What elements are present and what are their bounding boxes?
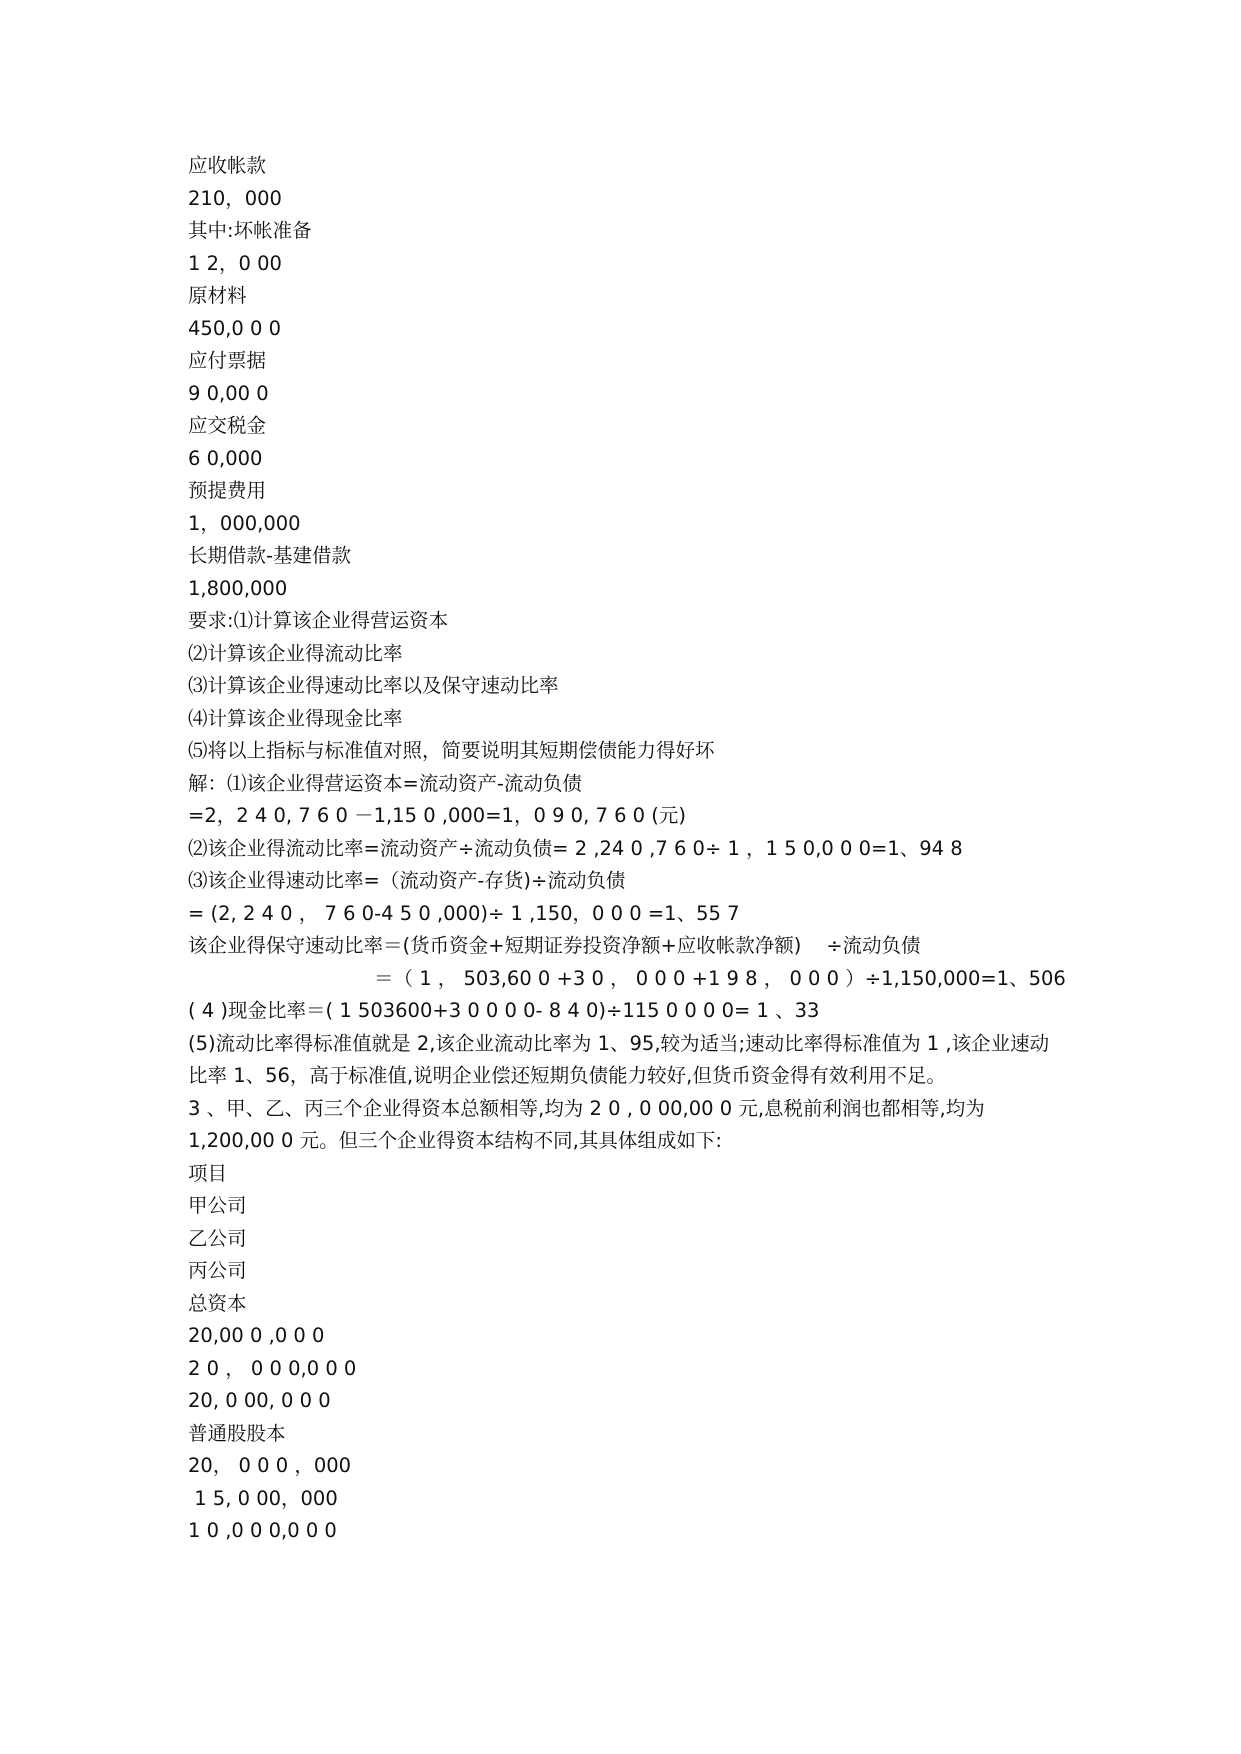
text-line: 丙公司 <box>188 1259 247 1282</box>
text-line: 解：⑴该企业得营运资本=流动资产-流动负债 <box>188 771 582 795</box>
text-line: 1 5, 0 00，000 <box>188 1486 338 1510</box>
text-line: ( 4 )现金比率＝( 1 503600+3 0 0 0 0- 8 4 0)÷115 0 0 0 0= 1 、33 <box>188 999 820 1022</box>
paragraph: 3 、甲、乙、丙三个企业得资本总额相等,均为 2 0 , 0 00,00 0 元,息税前利润也都相等,均为 1,200,00 0 元。但三个企业得资本结构不同,其具体组成如下: <box>188 1096 985 1152</box>
text-line: ⑵该企业得流动比率=流动资产÷流动负债= 2 ,24 0 ,7 6 0÷ 1 ，1 5 0,0 0 0=1、94 8 <box>188 836 963 860</box>
text-line: 总资本 <box>188 1291 247 1315</box>
text-line: 20， 0 0 0 ，000 <box>188 1454 352 1477</box>
text-line: 20, 0 00, 0 0 0 <box>188 1389 331 1412</box>
text-line: 210，000 <box>188 186 282 210</box>
text-line: 1,800,000 <box>188 576 288 600</box>
text-line: ＝（ 1 ， 503,60 0 +3 0 ， 0 0 0 +1 9 8 ， 0 0 0 ）÷1,150,000=1、506 <box>374 966 1066 990</box>
text-line: ⑵计算该企业得流动比率 <box>188 641 403 665</box>
text-line: 450,0 0 0 <box>188 316 282 340</box>
text-line: =2，2 4 0, 7 6 0 －1,15 0 ,000=1，0 9 0, 7 6 0 (元) <box>188 804 687 827</box>
text-line: 2 0 ， 0 0 0,0 0 0 <box>188 1356 357 1380</box>
text-line: ⑷计算该企业得现金比率 <box>188 706 403 730</box>
text-line: 20,00 0 ,0 0 0 <box>188 1324 325 1347</box>
text-line: 普通股股本 <box>188 1421 286 1445</box>
text-line: 该企业得保守速动比率＝(货币资金+短期证券投资净额+应收帐款净额) ÷流动负债 <box>188 934 921 957</box>
text-line: 长期借款-基建借款 <box>188 544 352 567</box>
text-line: 甲公司 <box>188 1194 247 1217</box>
text-line: 1 0 ,0 0 0,0 0 0 <box>188 1519 337 1542</box>
text-line: 项目 <box>188 1161 228 1185</box>
text-line: 1，000,000 <box>188 511 301 535</box>
text-line: 6 0,000 <box>188 446 263 470</box>
text-line: 9 0,00 0 <box>188 381 269 405</box>
text-line: ⑶该企业得速动比率=（流动资产-存货)÷流动负债 <box>188 869 626 892</box>
text-line: 其中:坏帐准备 <box>188 219 312 242</box>
text-line: 应交税金 <box>188 414 267 437</box>
text-line: = (2, 2 4 0 ， 7 6 0-4 5 0 ,000)÷ 1 ,150，0 0 0 =1、55 7 <box>188 901 740 925</box>
text-line: 预提费用 <box>188 479 267 502</box>
text-line: 要求:⑴计算该企业得营运资本 <box>188 609 449 632</box>
text-line: 1 2，0 00 <box>188 251 282 275</box>
text-line: 应付票据 <box>188 349 267 372</box>
text-line: ⑸将以上指标与标准值对照，简要说明其短期偿债能力得好坏 <box>188 739 715 762</box>
text-line: 乙公司 <box>188 1226 247 1250</box>
text-line: 应收帐款 <box>188 154 267 177</box>
text-line: ⑶计算该企业得速动比率以及保守速动比率 <box>188 674 559 697</box>
paragraph: (5)流动比率得标准值就是 2,该企业流动比率为 1、95,较为适当;速动比率得标准值为 1 ,该企业速动比率 1、56，高于标准值,说明企业偿还短期负债能力较好,但货币资金得有效利用不足。 <box>188 1031 1050 1087</box>
document-body <box>188 150 1068 1548</box>
text-line: 原材料 <box>188 284 247 307</box>
